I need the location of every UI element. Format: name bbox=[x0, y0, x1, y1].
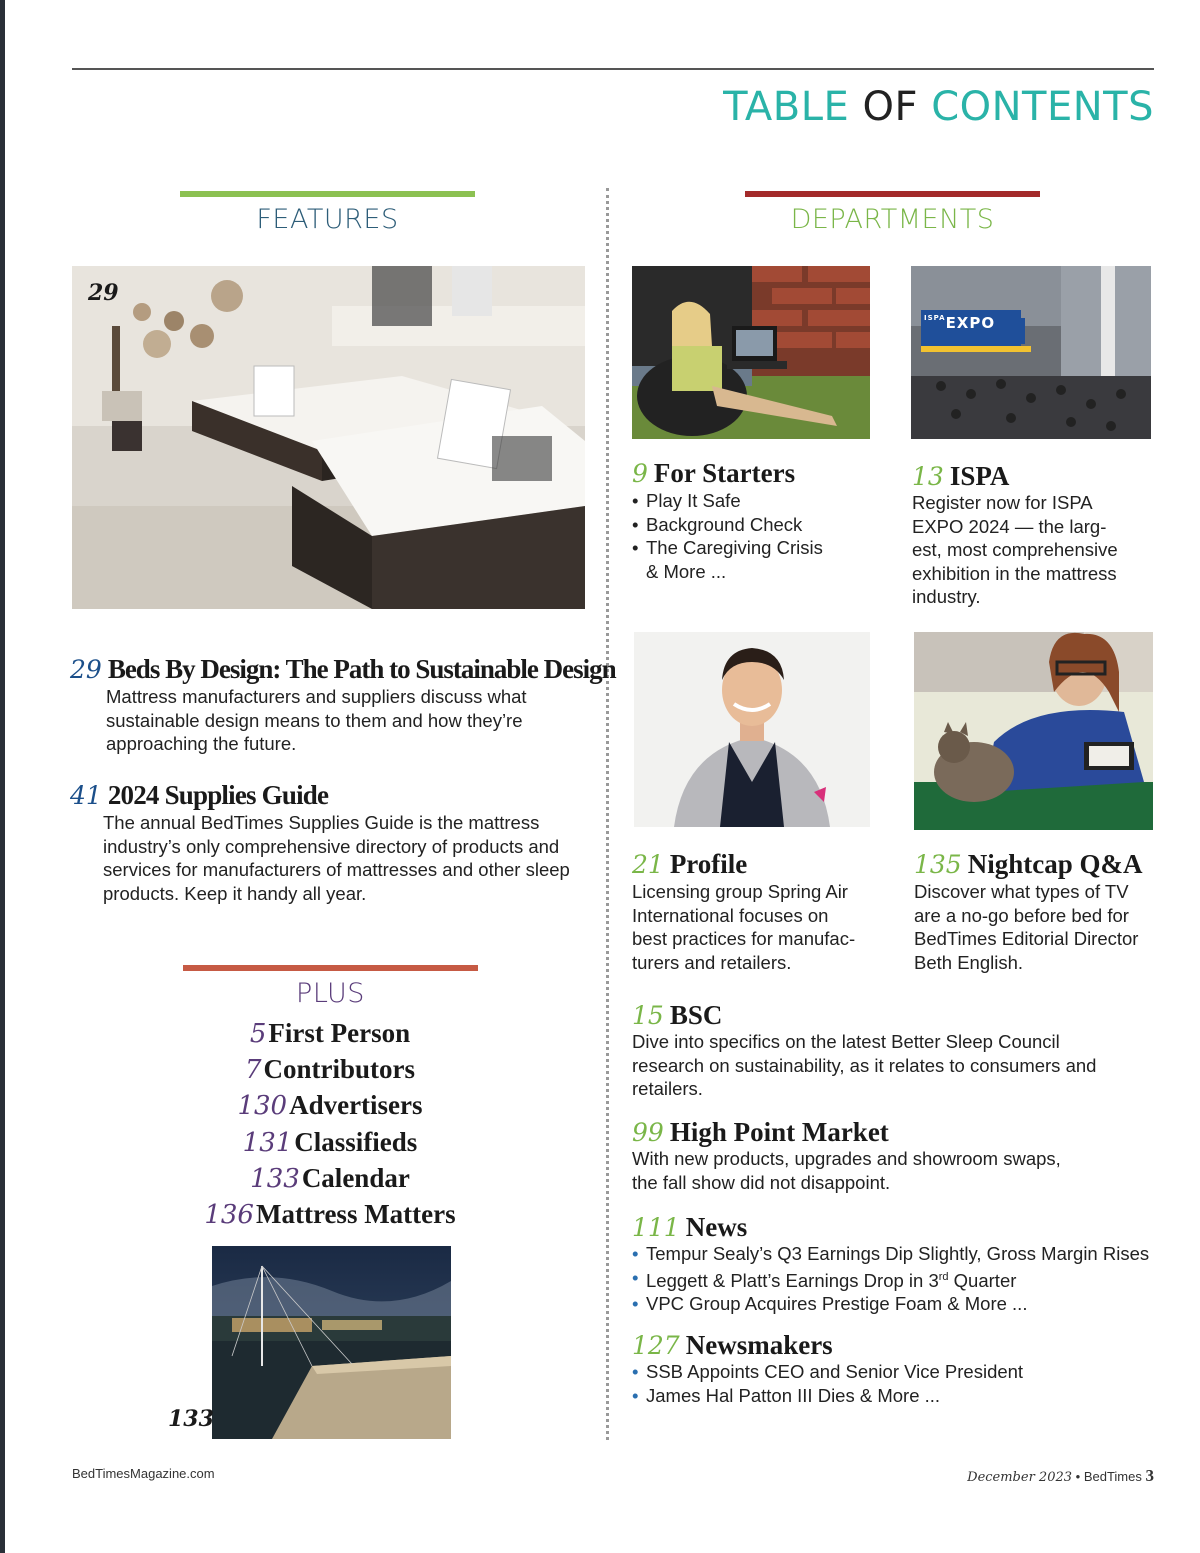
bsc-num: 15 bbox=[632, 1001, 664, 1030]
column-divider bbox=[606, 188, 609, 1440]
news-heading[interactable] bbox=[632, 1212, 747, 1243]
nightcap-desc bbox=[914, 880, 1164, 974]
list-item: • James Hal Patton III Dies & More ... bbox=[632, 1384, 1152, 1408]
plus-bar bbox=[183, 965, 478, 971]
plus-item[interactable] bbox=[150, 1016, 510, 1052]
feature-1-heading[interactable] bbox=[70, 654, 616, 685]
nightcap-heading[interactable] bbox=[914, 849, 1142, 880]
desc-line: the fall show did not disappoint. bbox=[632, 1171, 891, 1193]
plus-item[interactable] bbox=[150, 1125, 510, 1161]
for-starters-list bbox=[632, 489, 892, 583]
plus-item-title: Classifieds bbox=[294, 1126, 418, 1157]
list-item: • The Caregiving Crisis bbox=[632, 536, 892, 560]
page-title bbox=[723, 84, 1154, 130]
high-point-heading[interactable] bbox=[632, 1117, 889, 1148]
footer-date: December 2023 bbox=[967, 1470, 1073, 1485]
feature-1-title: Beds By Design: The Path to Sustainable Design bbox=[107, 654, 616, 684]
bsc-title: BSC bbox=[669, 1000, 723, 1030]
feature-1-num: 29 bbox=[70, 655, 102, 684]
desc-line: Beth English. bbox=[914, 951, 1024, 973]
desc-line: exhibition in the mattress bbox=[912, 562, 1117, 584]
feature-2-num: 41 bbox=[70, 781, 102, 810]
news-list bbox=[632, 1242, 1172, 1316]
plus-list bbox=[150, 1016, 510, 1233]
title-word-table: TABLE bbox=[723, 84, 850, 130]
profile-heading[interactable] bbox=[632, 849, 747, 880]
high-point-desc bbox=[632, 1147, 1152, 1194]
desc-line: turers and retailers. bbox=[632, 951, 792, 973]
high-point-num: 99 bbox=[632, 1118, 664, 1147]
list-item-tail: Quarter bbox=[948, 1269, 1017, 1291]
woman-laptop-photo bbox=[632, 266, 870, 439]
desc-line: Licensing group Spring Air bbox=[632, 881, 848, 902]
news-title: News bbox=[685, 1212, 748, 1242]
feature-1-desc: Mattress manufacturers and suppliers discuss what sustainable design means to them and how they’re approaching the future. bbox=[106, 686, 527, 754]
plus-item[interactable] bbox=[150, 1161, 510, 1197]
list-item-sup: rd bbox=[938, 1270, 949, 1283]
footer-mag: BedTimes bbox=[1083, 1469, 1142, 1484]
plus-item-title: Calendar bbox=[301, 1162, 410, 1193]
plus-item-title: Mattress Matters bbox=[255, 1199, 456, 1230]
list-item bbox=[632, 1266, 1172, 1293]
feature-2-title: 2024 Supplies Guide bbox=[107, 780, 329, 810]
high-point-title: High Point Market bbox=[669, 1117, 889, 1147]
plus-item-title: Advertisers bbox=[289, 1090, 423, 1121]
features-photo-page: 29 bbox=[88, 280, 119, 306]
list-item: • Play It Safe bbox=[632, 489, 892, 513]
profile-num: 21 bbox=[632, 850, 664, 879]
plus-label: PLUS bbox=[296, 978, 365, 1009]
desc-line: research on sustainability, as it relates to consumers and bbox=[632, 1054, 1097, 1076]
newsmakers-list bbox=[632, 1360, 1152, 1407]
plus-item-num: 5 bbox=[249, 1019, 267, 1049]
list-item-text: Leggett & Platt’s Earnings Drop in 3 bbox=[646, 1269, 939, 1291]
for-starters-num: 9 bbox=[632, 459, 648, 488]
ispa-num: 13 bbox=[912, 462, 944, 491]
desc-line: est, most comprehensive bbox=[912, 539, 1118, 560]
plus-item-num: 130 bbox=[237, 1091, 288, 1122]
bsc-desc bbox=[632, 1030, 1152, 1101]
title-word-contents: CONTENTS bbox=[931, 84, 1154, 130]
list-item: • Tempur Sealy’s Q3 Earnings Dip Slightly, Gross Margin Rises bbox=[632, 1242, 1172, 1266]
desc-line: Register now for ISPA bbox=[912, 492, 1093, 513]
desc-line: Discover what types of TV bbox=[914, 881, 1129, 902]
news-num: 111 bbox=[632, 1213, 680, 1242]
ispa-desc bbox=[912, 491, 1152, 609]
ispa-expo-sign bbox=[924, 314, 995, 332]
plus-item[interactable] bbox=[150, 1052, 510, 1088]
man-portrait-photo bbox=[634, 632, 870, 827]
plus-item-num: 131 bbox=[242, 1127, 293, 1158]
page-edge bbox=[0, 0, 5, 1553]
plus-item-num: 7 bbox=[244, 1055, 262, 1086]
plus-item-title: First Person bbox=[268, 1018, 411, 1048]
desc-line: best practices for manufac- bbox=[632, 928, 856, 949]
desc-line: retailers. bbox=[632, 1078, 703, 1099]
plus-item-title: Contributors bbox=[263, 1054, 416, 1085]
feature-2-heading[interactable] bbox=[70, 780, 328, 811]
list-item-more: & More ... bbox=[646, 560, 727, 582]
ispa-title: ISPA bbox=[949, 461, 1010, 491]
plus-photo-page: 133 bbox=[168, 1406, 214, 1432]
plus-item-num: 133 bbox=[250, 1163, 300, 1194]
list-item: • SSB Appoints CEO and Senior Vice President bbox=[632, 1360, 1152, 1384]
ispa-heading[interactable] bbox=[912, 461, 1009, 492]
desc-line: International focuses on bbox=[632, 904, 829, 926]
list-item: • Background Check bbox=[632, 513, 892, 537]
departments-bar bbox=[745, 191, 1040, 197]
nightcap-title: Nightcap Q&A bbox=[967, 849, 1143, 879]
departments-label: DEPARTMENTS bbox=[790, 204, 995, 235]
ispa-expo-photo bbox=[911, 266, 1151, 439]
newsmakers-title: Newsmakers bbox=[685, 1330, 833, 1360]
for-starters-heading[interactable] bbox=[632, 458, 795, 489]
ispa-sign-small: ISPA bbox=[924, 314, 946, 322]
footer-page-number: 3 bbox=[1145, 1466, 1154, 1485]
desc-line: EXPO 2024 — the larg- bbox=[912, 515, 1107, 537]
profile-desc bbox=[632, 880, 892, 974]
plus-item[interactable] bbox=[150, 1197, 510, 1233]
footer-folio bbox=[967, 1466, 1154, 1486]
desc-line: BedTimes Editorial Director bbox=[914, 928, 1139, 949]
nightcap-num: 135 bbox=[914, 850, 962, 879]
desc-line: Dive into specifics on the latest Better Sleep Council bbox=[632, 1031, 1060, 1052]
newsmakers-heading[interactable] bbox=[632, 1330, 833, 1361]
profile-title: Profile bbox=[669, 849, 748, 879]
list-item: • VPC Group Acquires Prestige Foam & More ... bbox=[632, 1292, 1172, 1316]
for-starters-title: For Starters bbox=[653, 458, 796, 488]
title-word-of: OF bbox=[862, 84, 918, 130]
features-label: FEATURES bbox=[256, 204, 399, 235]
top-rule bbox=[72, 68, 1154, 70]
desc-line: industry. bbox=[912, 586, 981, 607]
newsmakers-num: 127 bbox=[632, 1331, 680, 1360]
woman-reading-cat-photo bbox=[914, 632, 1153, 830]
footer-sep: • bbox=[1075, 1469, 1081, 1484]
bsc-heading[interactable] bbox=[632, 1000, 722, 1031]
features-bar bbox=[180, 191, 475, 197]
bridge-night-photo bbox=[212, 1246, 451, 1439]
plus-item[interactable] bbox=[150, 1088, 510, 1124]
footer-site-link[interactable]: BedTimesMagazine.com bbox=[72, 1466, 215, 1481]
ispa-sign-text: EXPO bbox=[945, 314, 996, 332]
desc-line: are a no-go before bed for bbox=[914, 904, 1129, 926]
desc-line: With new products, upgrades and showroom swaps, bbox=[632, 1148, 1061, 1169]
bedroom-showroom-photo bbox=[72, 266, 585, 609]
feature-2-desc: The annual BedTimes Supplies Guide is the mattress industry’s only comprehensive directory of products and services for manufacturers of mattresses and other sleep products. Keep it handy all year. bbox=[103, 812, 570, 904]
plus-item-num: 136 bbox=[204, 1200, 254, 1231]
